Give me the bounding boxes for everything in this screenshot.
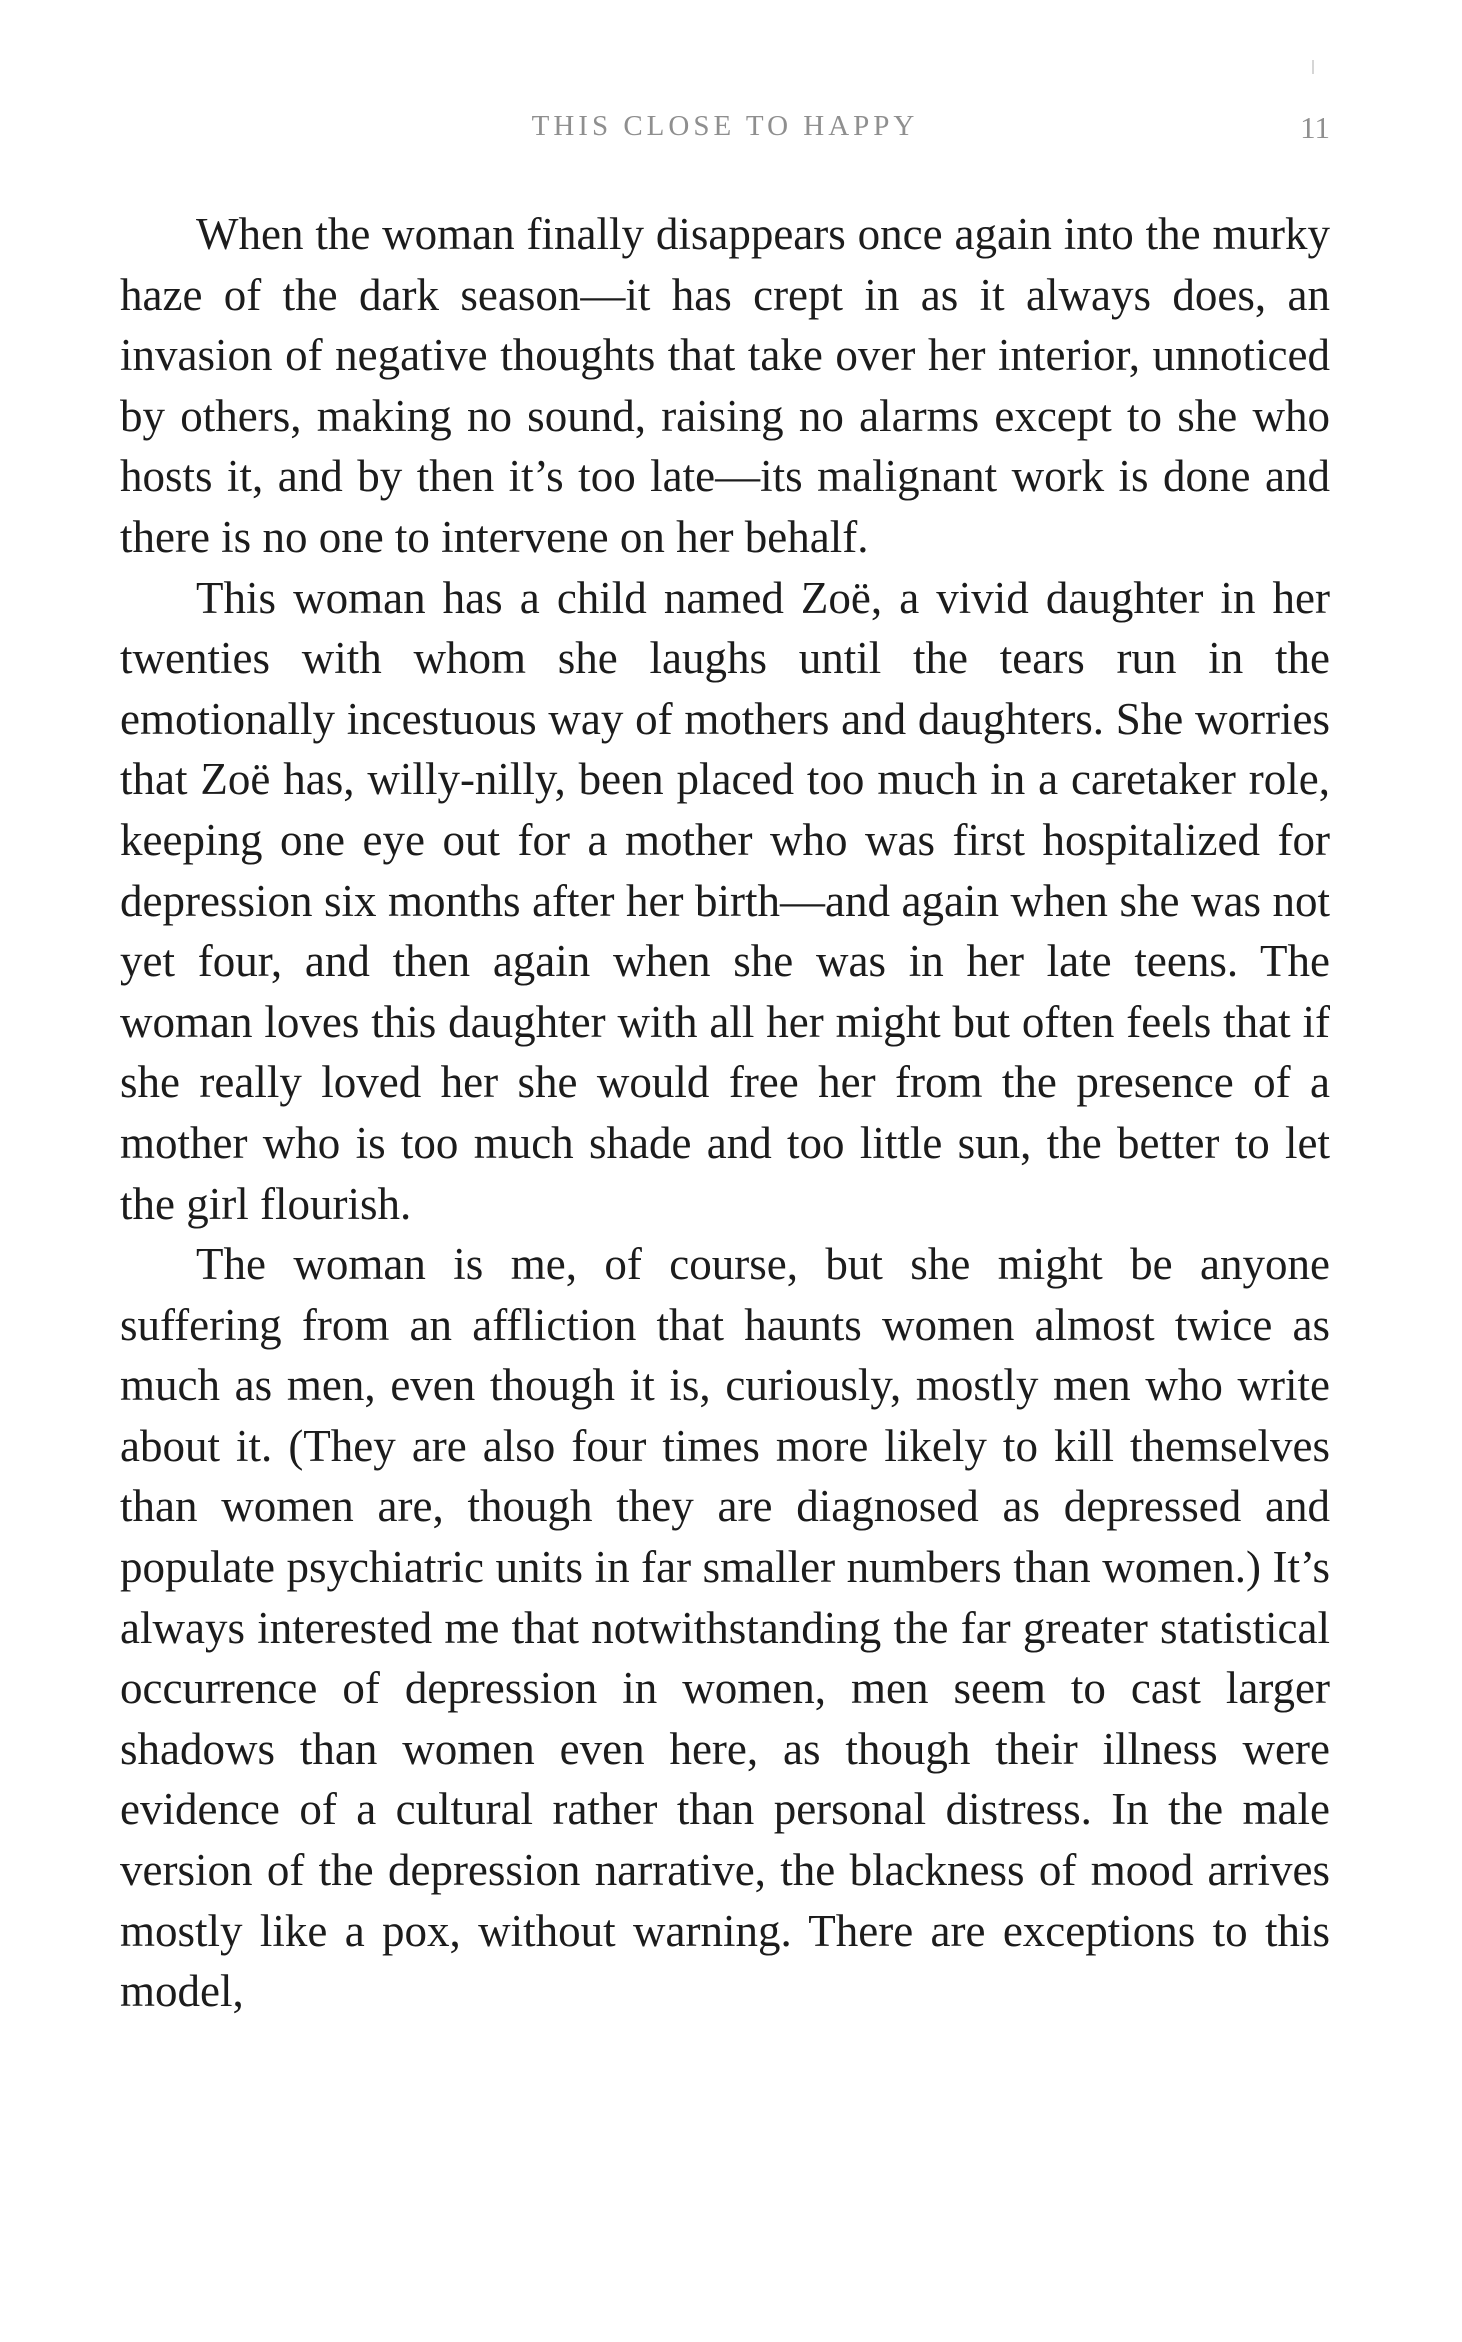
running-head-title: THIS CLOSE TO HAPPY xyxy=(531,110,919,142)
running-head xyxy=(120,110,1330,150)
paragraph-2: This woman has a child named Zoë, a vivid daughter in her twenties with whom she laughs until the tears run in the emotionally incestuous way of mothers and daughters. She worries that Zoë has, willy-nilly, been placed too much in a caretaker role, keeping one eye out for a mother who was first hospitalized for depression six months after her birth—and again when she was not yet four, and then again when she was in her late teens. The woman loves this daughter with all her might but often feels that if she really loved her she would free her from the presence of a mother who is too much shade and too little sun, the better to let the girl flourish. xyxy=(120,572,1330,1229)
paragraph-3: The woman is me, of course, but she might be anyone suffering from an affliction that haunts women almost twice as much as men, even though it is, curiously, mostly men who write about it. (They are also four times more likely to kill themselves than women are, though they are diagnosed as depressed and populate psychiatric units in far smaller numbers than women.) It’s always interested me that notwithstanding the far greater statistical occurrence of depression in women, men seem to cast larger shadows than women even here, as though their illness were evidence of a cultural rather than personal distress. In the male version of the depression narrative, the blackness of mood arrives mostly like a pox, without warning. There are exceptions to this model, xyxy=(120,1239,1330,2017)
page-number: 11 xyxy=(1300,110,1330,145)
page-edge-mark xyxy=(1312,60,1314,74)
paragraph-1: When the woman finally disappears once again into the murky haze of the dark season—it has crept in as it always does, an invasion of negative thoughts that take over her interior, unnoticed by others, making no sound, raising no alarms except to she who hosts it, and by then it’s too late—its malignant work is done and there is no one to intervene on her behalf. xyxy=(120,209,1330,562)
body-text xyxy=(120,204,1330,2022)
